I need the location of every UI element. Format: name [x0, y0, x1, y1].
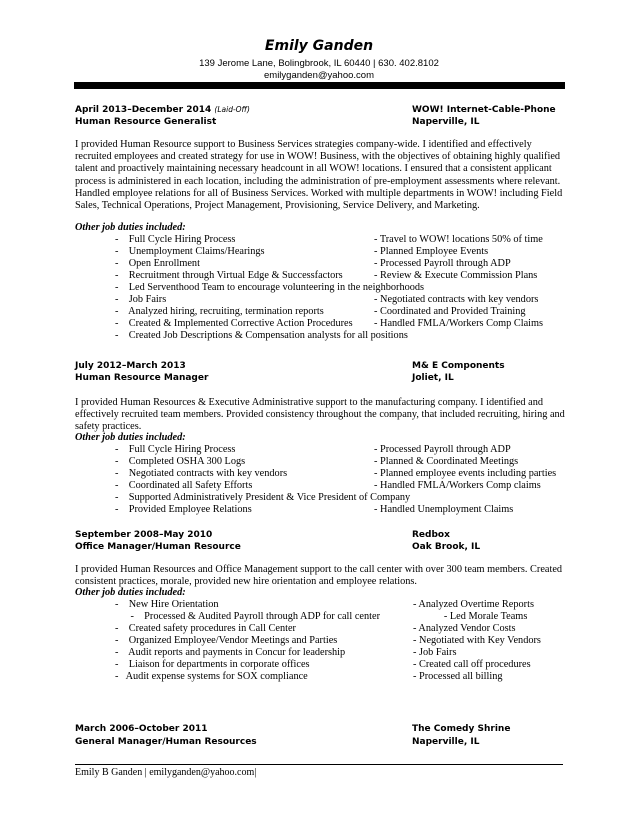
duty-item: - Supported Administratively President & Vice President of Company [115, 492, 411, 503]
duty-item: - Created safety procedures in Call Center [115, 623, 296, 634]
contact-email[interactable]: emilyganden@yahoo.com [264, 70, 374, 81]
duty-item: - Planned & Coordinated Meetings [374, 456, 519, 467]
job-1-duties-label: Other job duties included: [75, 222, 186, 233]
footer-text: Emily B Ganden | emilyganden@yahoo.com| [75, 767, 257, 778]
duty-item: - Liaison for departments in corporate offices [115, 659, 310, 670]
duty-item: - Audit expense systems for SOX compliance [115, 671, 308, 682]
contact-address: 139 Jerome Lane, Bolingbrook, IL 60440 | 630. 402.8102 [199, 58, 439, 69]
duty-item: - Planned Employee Events [374, 246, 489, 257]
job-4-title: General Manager/Human Resources [75, 737, 257, 747]
duty-item: - Analyzed Overtime Reports [413, 599, 534, 610]
duty-item: - Negotiated contracts with key vendors [115, 468, 288, 479]
duty-item: - Travel to WOW! locations 50% of time [374, 234, 543, 245]
job-3-description: I provided Human Resources and Office Management support to the call center with over 300 team members. Created consistent practices, morale, provided new hire orientation and employee relations. [75, 564, 563, 588]
footer-divider [75, 764, 563, 765]
job-1-description: I provided Human Resource support to Business Services strategies company-wide. I identified and effectively recruited employees and created strategy for use in WOW! Business, with the objectives of obtaining highly qualified talent and proactively maintaining necessary headcount in all WOW! locations. I ensured that a consistent applicant process is administered in each location, including the administration of pre-employment assessments where relevant. Handled employee relations for all of Business Services. Worked with multiple departments in WOW! including Field Sales, Technical Operations, Project Management, Provisioning, Service Delivery, and Marketing. [75, 139, 563, 212]
job-3-company: Redbox [412, 530, 450, 540]
job-1-location: Naperville, IL [412, 117, 480, 127]
duty-item: - Coordinated and Provided Training [374, 306, 526, 317]
duty-item: - Created & Implemented Corrective Action Procedures [115, 318, 353, 329]
duty-item: - Coordinated all Safety Efforts [115, 480, 253, 491]
duty-item: - Provided Employee Relations [115, 504, 252, 515]
job-4-company: The Comedy Shrine [412, 724, 511, 734]
job-3-title: Office Manager/Human Resource [75, 542, 241, 552]
candidate-name: Emily Ganden [264, 38, 374, 54]
duty-item: - Processed Payroll through ADP [374, 444, 511, 455]
job-3-duties-label: Other job duties included: [75, 587, 186, 598]
job-2-company: M& E Components [412, 361, 505, 371]
duty-item: - Organized Employee/Vendor Meetings and Parties [115, 635, 338, 646]
job-2-location: Joliet, IL [412, 373, 454, 383]
duty-item: - Full Cycle Hiring Process [115, 234, 236, 245]
job-4-dates: March 2006–October 2011 [75, 724, 208, 734]
duty-item: - Created Job Descriptions & Compensation analysts for all positions [115, 330, 408, 341]
job-3-dates: September 2008–May 2010 [75, 530, 213, 540]
duty-item: - Recruitment through Virtual Edge & Successfactors [115, 270, 343, 281]
duty-item: - Handled FMLA/Workers Comp claims [374, 480, 541, 491]
duty-item: - New Hire Orientation [115, 599, 219, 610]
job-2-duties-label: Other job duties included: [75, 432, 186, 443]
duty-item: - Led Morale Teams [413, 611, 528, 622]
duty-item: - Processed Payroll through ADP [374, 258, 511, 269]
duty-item: - Handled FMLA/Workers Comp Claims [374, 318, 544, 329]
duty-item: - Processed all billing [413, 671, 503, 682]
job-1-company: WOW! Internet-Cable-Phone [412, 105, 556, 115]
duty-item: - Led Serventhood Team to encourage volunteering in the neighborhoods [115, 282, 425, 293]
duty-item: - Completed OSHA 300 Logs [115, 456, 246, 467]
duty-item: - Created call off procedures [413, 659, 531, 670]
duty-item: - Job Fairs [413, 647, 457, 658]
job-1-dates [75, 105, 250, 115]
duty-item: - Open Enrollment [115, 258, 200, 269]
header-divider [74, 82, 565, 89]
duty-item: - Analyzed hiring, recruiting, termination reports [115, 306, 324, 317]
job-1-note: (Laid-Off) [214, 105, 250, 114]
duty-item: - Full Cycle Hiring Process [115, 444, 236, 455]
job-2-dates: July 2012–March 2013 [75, 361, 186, 371]
duty-item: - Analyzed Vendor Costs [413, 623, 516, 634]
job-2-description: I provided Human Resources & Executive Administrative support to the manufacturing company. I identified and effectively recruited team members. Provided consistency throughout the company, that included recruiting, hiring and safety practices. [75, 397, 565, 433]
duty-item: - Negotiated with Key Vendors [413, 635, 541, 646]
duty-item: - Negotiated contracts with key vendors [374, 294, 539, 305]
duty-item: - Handled Unemployment Claims [374, 504, 514, 515]
job-2-title: Human Resource Manager [75, 373, 209, 383]
job-4-location: Naperville, IL [412, 737, 480, 747]
job-3-location: Oak Brook, IL [412, 542, 481, 552]
duty-item: - Processed & Audited Payroll through ADP for call center [115, 611, 380, 622]
duty-item: - Job Fairs [115, 294, 167, 305]
job-1-title: Human Resource Generalist [75, 117, 217, 127]
duty-item: - Planned employee events including parties [374, 468, 557, 479]
duty-item: - Unemployment Claims/Hearings [115, 246, 265, 257]
duty-item: - Audit reports and payments in Concur for leadership [115, 647, 346, 658]
job-1-date-range: April 2013–December 2014 [75, 105, 212, 115]
duty-item: - Review & Execute Commission Plans [374, 270, 538, 281]
